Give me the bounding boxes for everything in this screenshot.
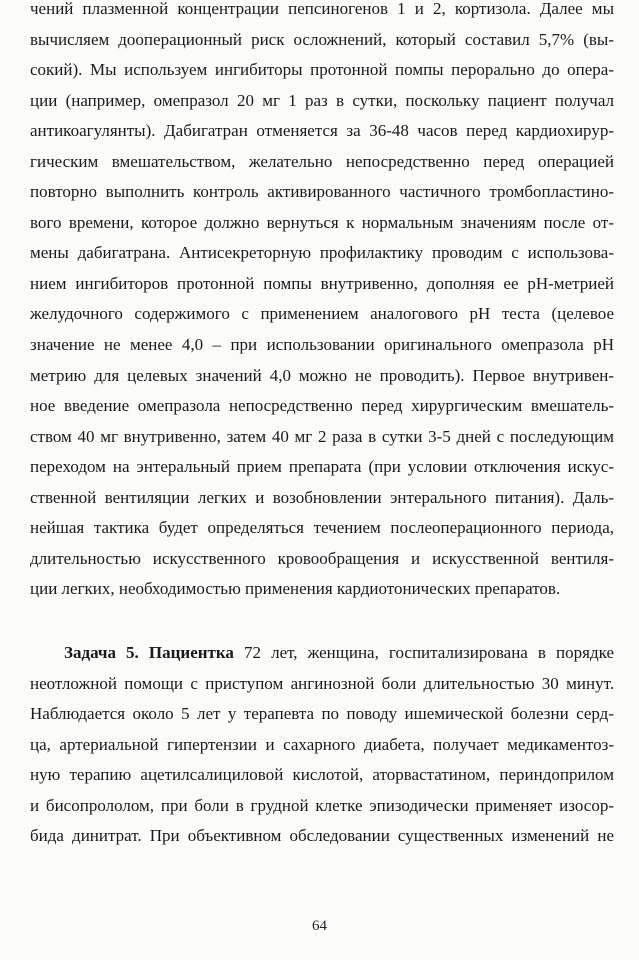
text-line: ции легких, необходимостью применения кардиотонических препаратов. — [30, 579, 561, 599]
text-line: метрию для целевых значений 4,0 можно не проводить). Первое внутривен- — [30, 365, 614, 385]
text-line: бида динитрат. При объективном обследовании существенных изменений не — [30, 826, 614, 846]
text-line: ственной вентиляции легких и возобновлении энтерального питания). Даль- — [30, 487, 614, 507]
text-line: ную терапию ацетилсалициловой кислотой, аторвастатином, периндоприлом — [30, 765, 614, 785]
text-line: переходом на энтеральный прием препарата (при условии отключения искус- — [30, 457, 614, 477]
text-line: и бисопрололом, при боли в грудной клетке эпизодически применяет изосор- — [30, 795, 614, 815]
paragraph-continued — [30, 0, 614, 605]
text-line: сокий). Мы используем ингибиторы протонной помпы перорально до опера- — [30, 60, 614, 80]
text-line: антикоагулянты). Дабигатран отменяется за 36-48 часов перед кардиохирур- — [30, 121, 614, 141]
task-5-paragraph — [30, 638, 614, 852]
text-line: вого времени, которое должно вернуться к нормальным значениям после от- — [30, 212, 614, 232]
text-line: ции (например, омепразол 20 мг 1 раз в сутки, поскольку пациент получал — [30, 90, 614, 110]
text-line: гическим вмешательством, желательно непосредственно перед операцией — [30, 151, 614, 171]
text-line: мены дабигатрана. Антисекреторную профилактику проводим с использова- — [30, 243, 614, 263]
text-line: ством 40 мг внутривенно, затем 40 мг 2 раза в сутки 3-5 дней с последующим — [30, 426, 614, 446]
text-line: вычисляем дооперационный риск осложнений, который составил 5,7% (вы- — [30, 29, 614, 49]
text-line: длительностью искусственного кровообращения и искусственной вентиля- — [30, 548, 614, 568]
text-line: значение не менее 4,0 – при использовании оригинального омепразола рН — [30, 335, 614, 355]
task-first-line — [30, 638, 614, 669]
text-line: желудочного содержимого с применением аналогового рН теста (целевое — [30, 304, 614, 324]
text-line: нейшая тактика будет определяться течением послеоперационного периода, — [30, 518, 614, 538]
text-line: повторно выполнить контроль активированного частичного тромбопластино- — [30, 182, 614, 202]
task-first-line-text: 72 лет, женщина, госпитализирована в порядке — [233, 643, 614, 662]
text-line: ное введение омепразола непосредственно перед хирургическим вмешатель- — [30, 396, 614, 416]
text-line: нием ингибиторов протонной помпы внутривенно, дополняя ее рН-метрией — [30, 273, 614, 293]
text-line: чений плазменной концентрации пепсиногенов 1 и 2, кортизола. Далее мы — [30, 0, 614, 18]
text-line: неотложной помощи с приступом ангинозной боли длительностью 30 минут. — [30, 673, 614, 693]
text-line: Наблюдается около 5 лет у терапевта по поводу ишемической болезни серд- — [30, 704, 614, 724]
page-number: 64 — [312, 918, 327, 934]
text-line: ца, артериальной гипертензии и сахарного диабета, получает медикаментоз- — [30, 734, 614, 754]
task-title: Задача 5. Пациентка — [64, 643, 234, 662]
